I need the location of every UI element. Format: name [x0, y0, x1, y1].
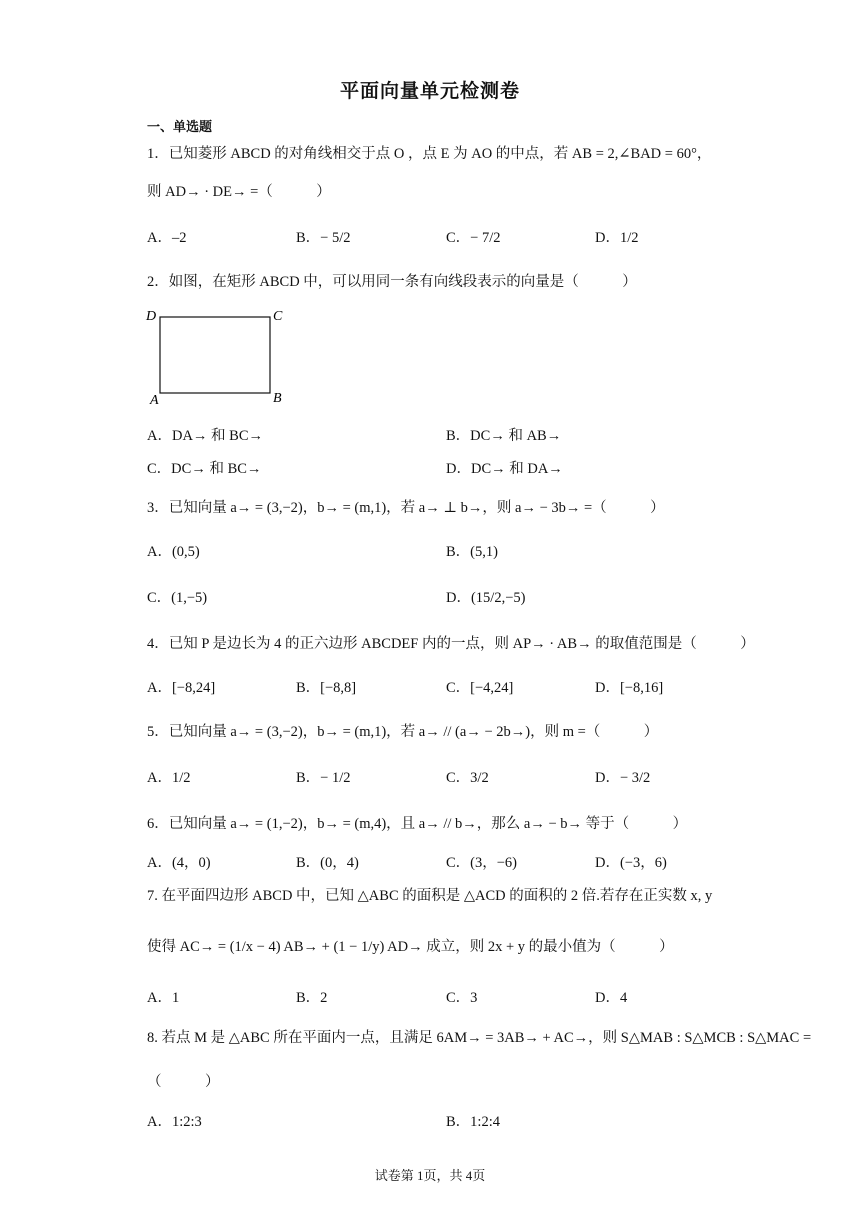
- q4-option-d: D．[−8,16]: [595, 680, 664, 696]
- q1-option-c: C．− 7/2: [446, 230, 501, 246]
- section-heading: 一、单选题: [147, 120, 213, 135]
- q1-option-b: B．− 5/2: [296, 230, 351, 246]
- q2-option-a: A．DA→ 和 BC→: [147, 428, 264, 444]
- q3-option-d: D．(15/2,−5): [446, 590, 526, 606]
- q6-option-b: B．(0，4): [296, 855, 359, 871]
- q6-option-a: A．(4，0): [147, 855, 211, 871]
- q4-option-b: B．[−8,8]: [296, 680, 357, 696]
- q7-option-b: B．2: [296, 990, 328, 1006]
- question-1-line-2: 则 AD→ · DE→ =（ ）: [147, 184, 331, 200]
- page-footer: 试卷第 1页，共 4页: [374, 1168, 486, 1183]
- q6-option-c: C．(3，−6): [446, 855, 518, 871]
- q8-option-a: A．1:2:3: [147, 1114, 202, 1130]
- q8-option-b: B．1:2:4: [446, 1114, 500, 1130]
- label-c: C: [273, 309, 283, 324]
- question-5-text: 5．已知向量 a→ = (3,−2)，b→ = (m,1)，若 a→ // (a→ − 2b→)，则 m =（ ）: [147, 724, 659, 740]
- q4-option-a: A．[−8,24]: [147, 680, 216, 696]
- q5-option-a: A．1/2: [147, 770, 191, 786]
- question-7-line-2: 使得 AC→ = (1/x − 4) AB→ + (1 − 1/y) AD→ 成立，则 2x + y 的最小值为（ ）: [147, 939, 674, 955]
- q5-option-b: B．− 1/2: [296, 770, 351, 786]
- q2-option-b: B．DC→ 和 AB→: [446, 428, 562, 444]
- question-8-line-2: （ ）: [147, 1074, 220, 1090]
- q3-option-a: A．(0,5): [147, 544, 200, 560]
- question-6-text: 6．已知向量 a→ = (1,−2)，b→ = (m,4)，且 a→ // b→，那么 a→ − b→ 等于（ ）: [147, 816, 688, 832]
- q6-option-d: D．(−3，6): [595, 855, 667, 871]
- q1-option-d: D．1/2: [595, 230, 639, 246]
- q5-option-c: C．3/2: [446, 770, 489, 786]
- q3-option-c: C．(1,−5): [147, 590, 208, 606]
- question-4-text: 4．已知 P 是边长为 4 的正六边形 ABCDEF 内的一点，则 AP→ · AB→ 的取值范围是（ ）: [147, 636, 755, 652]
- q7-option-c: C．3: [446, 990, 478, 1006]
- question-2-text: 2．如图，在矩形 ABCD 中，可以用同一条有向线段表示的向量是（ ）: [147, 274, 637, 290]
- page-title: 平面向量单元检测卷: [339, 80, 520, 102]
- q7-option-a: A．1: [147, 990, 180, 1006]
- question-3-text: 3．已知向量 a→ = (3,−2)，b→ = (m,1)，若 a→ ⊥ b→，则 a→ − 3b→ =（ ）: [147, 500, 665, 516]
- q7-option-d: D．4: [595, 990, 628, 1006]
- q3-option-b: B．(5,1): [446, 544, 498, 560]
- label-b: B: [273, 391, 282, 406]
- question-1-line-1: 1．已知菱形 ABCD 的对角线相交于点 O ，点 E 为 AO 的中点，若 AB = 2,∠BAD = 60°，: [147, 146, 712, 162]
- q5-option-d: D．− 3/2: [595, 770, 651, 786]
- rectangle-figure: [140, 300, 300, 410]
- q4-option-c: C．[−4,24]: [446, 680, 514, 696]
- label-a: A: [150, 393, 159, 408]
- q2-option-d: D．DC→ 和 DA→: [446, 461, 563, 477]
- question-8-line-1: 8. 若点 M 是 △ABC 所在平面内一点，且满足 6AM→ = 3AB→ + AC→，则 S△MAB : S△MCB : S△MAC =: [147, 1030, 812, 1046]
- question-7-line-1: 7. 在平面四边形 ABCD 中，已知 △ABC 的面积是 △ACD 的面积的 2 倍.若存在正实数 x, y: [147, 888, 713, 904]
- q2-option-c: C．DC→ 和 BC→: [147, 461, 262, 477]
- label-d: D: [146, 309, 157, 324]
- q1-option-a: A．–2: [147, 230, 187, 246]
